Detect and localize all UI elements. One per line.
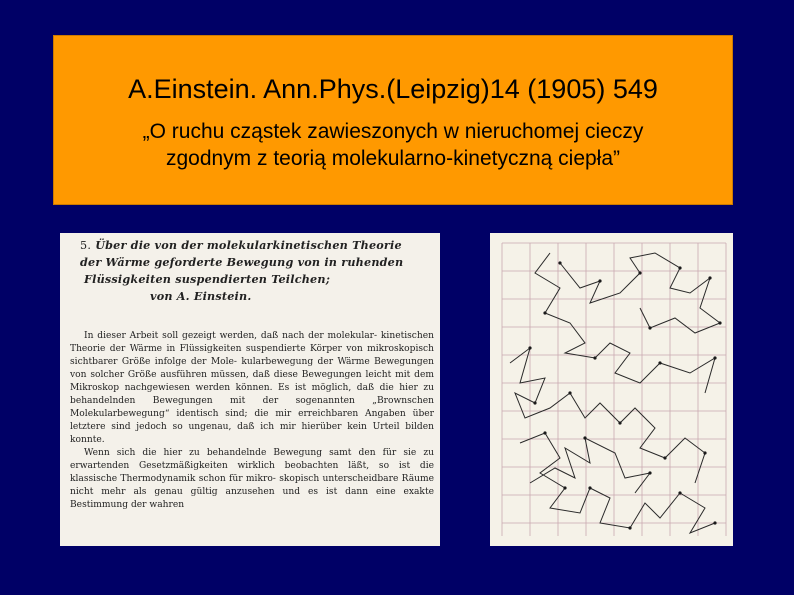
body-line: erreichbaren Angaben über letztere sind jedoch so ungenau, [70,409,435,432]
body-line: Körper von mikroskopisch sichtbarer Größe infolge der Mole- [70,344,434,367]
section-number: 5. [80,239,92,252]
subtitle-line-1: „O ruchu cząstek zawieszonych w nieruchomej cieczy [142,120,644,143]
paper-heading-line-3: Flüssigkeiten suspendierten Teilchen; [84,272,331,286]
paragraph-2 [70,447,434,512]
paper-author: von A. Einstein. [150,289,252,303]
body-line: kularbewegung der Wärme Bewegungen von solcher Größe [70,357,434,380]
body-line: läßt, so ist die klassische Thermodynamik schon für mikro- [70,461,435,484]
heading-line-1-text: Über die von der molekularkinetischen Theorie [95,238,402,252]
brownian-motion-diagram [490,233,733,546]
body-line: für sie zu erwartenden Gesetzmäßigkeiten wirklich beobachten [70,448,434,471]
paper-heading [80,237,435,305]
body-line: „Brownschen Molekularbewegung“ identisch sind; die mir [70,396,434,419]
slide-subtitle [54,118,732,172]
body-line: In dieser Arbeit soll gezeigt werden, daß nach der molekular- [84,331,381,341]
paper-heading-line-1 [80,237,435,254]
brownian-trajectory-svg [490,233,733,546]
subtitle-line-2: zgodnym z teorią molekularno-kinetyczną ciepła” [165,147,621,170]
paper-heading-line-2: der Wärme geforderte Bewegung von in ruhenden [80,255,404,269]
paragraph-1 [70,330,434,447]
slide-title: A.Einstein. Ann.Phys.(Leipzig)14 (1905) 549 [128,74,658,104]
body-line: Mikroskop nachgewiesen werden können. Es ist möglich, daß [70,383,380,393]
body-line: daß ich mir hierüber kein Urteil bilden konnte. [70,422,434,445]
title-box [53,35,733,205]
paper-body [70,330,434,512]
body-line: die hier zu behandelnden Bewegungen mit der sogenannten [70,383,434,406]
body-line: kinetischen Theorie der Wärme in Flüssigkeiten suspendierte [70,331,434,354]
body-line: anzusehen und es ist dann eine exakte Bestimmung der wahren [70,487,434,510]
paper-scan-image [60,233,440,546]
body-line: ausführen müssen, daß diese Bewegungen leicht mit dem [160,370,435,380]
body-line: Wenn sich die hier zu behandelnde Bewegung samt den [84,448,383,458]
body-line: skopisch unterscheidbare Räume nicht mehr als genau gültig [70,474,434,497]
